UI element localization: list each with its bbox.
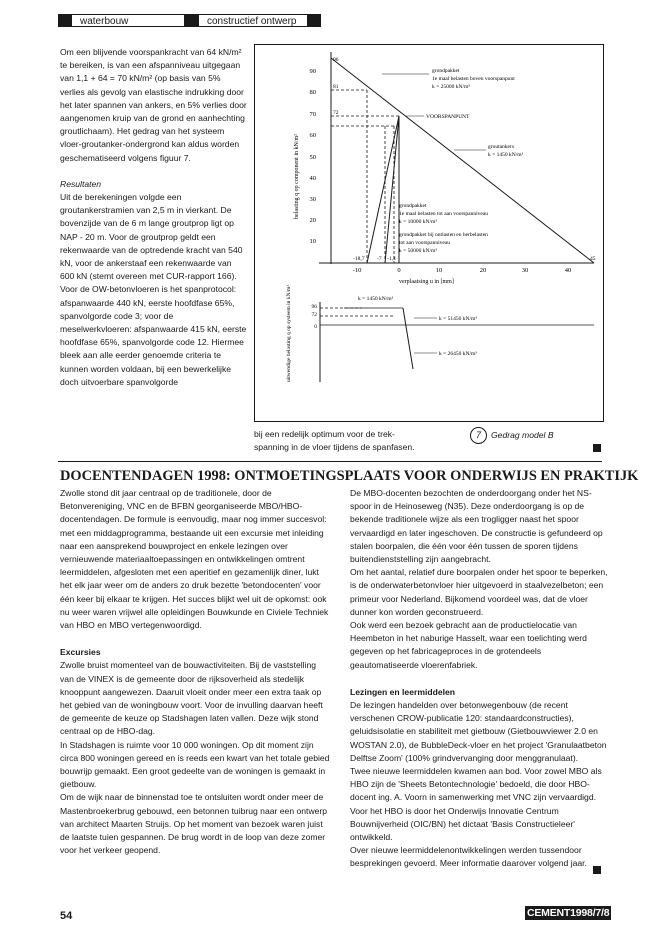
y-axis-label: belasting q op component in kN/m² xyxy=(294,134,300,219)
x-tick-30: 30 xyxy=(521,267,529,274)
article-left-p4: Om de wijk naar de binnenstad toe te ontsluiten wordt onder meer de Mastenbroekerbrug gebouwd, een betonnen tuibrug naar een ontwerp van architect Maarten Struijs. Op het moment van bezoek waren juist de laatste tuien gespannen. De brug wordt in de loop van deze zomer voor het verkeer geopend. xyxy=(60,792,328,856)
article-right-p6: Over nieuwe leermiddelenontwikkelingen werden tussendoor besprekingen gevoerd. Meer informatie daarover volgend jaar. xyxy=(350,845,587,869)
article-right-p4: De lezingen handelden over betonwegenbouw (de recent verschenen CROW-publicatie 120: standaardconstructies), geluidsisolatie en stabiliteit met gietbouw (Gietbouwviewer 2.0 en WOSTAN 2.0), de BubbleDeck-vloer en het project 'Granulaatbeton Delftse Zoom' (100% grindvervanging door menggranulaat). xyxy=(350,700,607,763)
ann-top-2: 1e maal belasten boven voorspanpunt xyxy=(432,76,515,82)
article-left-p3: In Stadshagen is ruimte voor 10 000 woningen. Op dit moment zijn circa 800 woningen gereed en is reeds een kwart van het totale gebied bouwrijp gemaakt. Een groot gedeelte van de woningen is gemaakt in gietbouw. xyxy=(60,739,330,790)
y-tick-20: 20 xyxy=(309,217,316,224)
figure-7-diagram xyxy=(254,44,604,422)
ann-top-3: k = 25000 kN/m³ xyxy=(432,84,470,90)
lower-curve xyxy=(403,308,413,369)
ontlast-line xyxy=(385,116,399,263)
article-left-heading: Excursies xyxy=(60,647,101,658)
x-tick-0: 0 xyxy=(397,267,401,274)
ann-bottom-1: grondpakket xyxy=(399,203,427,209)
article-right-heading: Lezingen en leermiddelen xyxy=(350,686,456,697)
article-right-column xyxy=(350,487,608,871)
label-81: 81 xyxy=(333,84,339,90)
journal-badge: CEMENT1998/7/8 xyxy=(527,907,610,919)
x-tick-40: 40 xyxy=(564,267,572,274)
continuation-col2: spanning in de vloer tijdens de spanfasen. xyxy=(254,442,415,452)
label-45: 45 xyxy=(590,256,596,262)
y-tick-70: 70 xyxy=(309,111,316,118)
article-right-p5: Twee nieuwe leermiddelen kwamen aan bod. Voor zowel MBO als HBO zijn de 'Sheets Betontechnologie' bedoeld, die door HBO-docent ing. A. Voorn in samenwerking met VNC zijn vervaardigd. Voor het HBO is door het Onderwijs Innovatie Centrum Bouwnijverheid (OIC/BN) het dictaat 'Basis Constructieleer' ontwikkeld. xyxy=(350,766,602,843)
header-section: waterbouw xyxy=(71,14,185,27)
ann-voorspanpunt: VOORSPANPUNT xyxy=(426,114,470,120)
ann-ontlast-2: tot aan voorspanniveau xyxy=(399,240,451,246)
label-96: 96 xyxy=(333,57,339,63)
y-tick-50: 50 xyxy=(309,154,316,161)
ann-bottom-3: k = 10000 kN/m³ xyxy=(399,219,437,225)
label-7: -7 xyxy=(377,256,382,262)
caption-title: Gedrag model B xyxy=(491,430,554,440)
header-square-3 xyxy=(308,14,321,27)
lower-tick-0: 0 xyxy=(314,324,317,330)
label-18-7: -18,7 xyxy=(353,256,365,262)
lower-tick-96: 96 xyxy=(311,304,317,310)
lower-y-label: uitwendige belasting q op systeem in kN/m² xyxy=(286,285,292,382)
x-axis-label: verplaatsing u in [mm] xyxy=(399,279,454,285)
article-left-p2: Zwolle bruist momenteel van de bouwactiviteiten. Bij de vaststelling van de VINEX is de gemeente door de rijksoverheid als stedelijk knooppunt aangewezen. Daaruit vloeit onder meer een extra taak op het gebied van de woningbouw voort. Voor de invulling daarvan heeft de gemeente de keuze op Stadshagen laten vallen. Deze wijk stond centraal op de HBO-dag. xyxy=(60,660,323,737)
top-left-column xyxy=(60,46,247,389)
ann-grout-2: k = 1450 kN/m³ xyxy=(488,152,524,158)
results-paragraph: Uit de berekeningen volgde een groutankerstramien van 2,5 m in vierkant. De bovenzijde van de 6 m lange groutprop ligt op NAP - 20 m. Voor de groutprop geldt een rekenwaarde van de optredende kracht van 540 kN, voor de ankerstaaf een rekenwaarde van 600 kN (stemt overeen met CUR-rapport 166). Voor de OW-betonvloeren is het spanprotocol: afspanwaarde 440 kN, eerste hoofdfase 65%, spanvolgorde code 3; voor de meselwerkvloeren: afspanwaarde 415 kN, eerste hoofdfase 65%, spanvolgorde code 12. Hiermee bleek aan alle eerder genoemde criteria te kunnen worden voldaan, bij een bewerkelijke doch uitvoerbare spanvolgorde xyxy=(60,192,247,387)
article-left-p1: Zwolle stond dit jaar centraal op de traditionele, door de Betonvereniging, VNC en de BFBN georganiseerde MBO/HBO-docentendagen. De formule is eenvoudig, maar nog immer succesvol: met een middagprogramma, bestaande uit een excursie met inleiding naar een aansprekend bouwproject en enkele lezingen over vernieuwende materiaaltoepassingen en ontwikkelingen omtrent leermiddelen, afgesloten met een aperitief en gezamenlijk diner, lukt het elk jaar weer om de anders zo druk bezette 'betondocenten' voor één keer bij elkaar te krijgen. Het succes blijkt wel uit de opkomst: ook nu weer waren vrijwel alle opleidingen Bouwkunde en Civiele Techniek van HBO en MBO vertegenwoordigd. xyxy=(60,488,329,631)
page-number: 54 xyxy=(60,910,73,922)
header-square-2 xyxy=(185,14,198,27)
article-left-column xyxy=(60,487,332,857)
lower-ann-3: k = 26450 kN/m³ xyxy=(439,351,477,357)
ann-ontlast-1: grondpakket bij ontlasten en herbelasten xyxy=(399,232,488,238)
end-mark-bottom xyxy=(593,866,601,874)
label-72: 72 xyxy=(333,110,339,116)
y-tick-90: 90 xyxy=(309,68,316,75)
lower-ann-2: k = 51450 kN/m³ xyxy=(439,316,477,322)
continuation-col1: bij een redelijk optimum voor de trek- xyxy=(254,429,395,439)
ann-grout-1: groutankers xyxy=(488,144,514,150)
intro-paragraph: Om een blijvende voorspankracht van 64 kN/m² te bereiken, is van een afspanniveau uitgegaan van 1,1 + 64 = 70 kN/m² (op basis van 5% verlies als gevolg van elastische indrukking door het later spannen van ankers, en 5% verlies door aangenomen kruip van de grond en aanhechting groutlichaam). Het gedrag van het systeem vloer-groutanker-ondergrond kan aldus worden geschematiseerd volgens figuur 7. xyxy=(60,47,247,163)
x-tick-10: 10 xyxy=(435,267,443,274)
article-right-p3: Ook werd een bezoek gebracht aan de productielocatie van Heembeton in het naburige Hasselt, waar een toelichting werd gegeven op het fabricageproces in de grotendeels geautomatiseerde vloerenfabriek. xyxy=(350,620,587,670)
lower-ann-1: k = 1450 kN/m³ xyxy=(358,296,394,302)
caption-number: 7 xyxy=(470,427,487,444)
y-tick-30: 30 xyxy=(309,196,316,203)
end-mark-top xyxy=(593,444,601,452)
lower-tick-72: 72 xyxy=(311,312,317,318)
x-tick-m10: -10 xyxy=(352,267,362,274)
ann-top-1: grondpakket xyxy=(432,68,460,74)
y-tick-40: 40 xyxy=(309,175,316,182)
section-divider xyxy=(58,461,602,462)
x-tick-20: 20 xyxy=(479,267,487,274)
label-1-4: -1,4 xyxy=(387,256,396,262)
article-right-p1: De MBO-docenten bezochten de onderdoorgang onder het NS-spoor in de Heinoseweg (N35). Deze onderdoorgang is op de bekende traditionele wijze als een trogligger naast het spoor vervaardigd en later ingeschoven. De constructie is gefundeerd op stalen boorpalen, die één voor één tussen de sporen tijdens buitendienststelling zijn aangebracht. xyxy=(350,488,603,565)
y-tick-80: 80 xyxy=(309,89,316,96)
y-tick-10: 10 xyxy=(309,238,316,245)
ann-ontlast-3: k = 50000 kN/m³ xyxy=(399,248,437,254)
article-right-p2: Om het aantal, relatief dure boorpalen onder het spoor te beperken, is de onderwaterbetonvloer hier uitgevoerd in staalvezelbeton; een primeur voor Nederland. Bijkomend voordeel was, dat de vloer dunner kon worden geconstrueerd. xyxy=(350,567,608,617)
header-square-1 xyxy=(58,14,71,27)
article-title: DOCENTENDAGEN 1998: ONTMOETINGSPLAATS VOOR ONDERWIJS EN PRAKTIJK xyxy=(60,468,639,484)
results-heading: Resultaten xyxy=(60,178,102,189)
y-tick-60: 60 xyxy=(309,132,316,139)
header-topic: constructief ontwerp xyxy=(198,14,308,27)
ann-bottom-2: 1e maal belasten tot aan voorspanniveau xyxy=(399,211,489,217)
